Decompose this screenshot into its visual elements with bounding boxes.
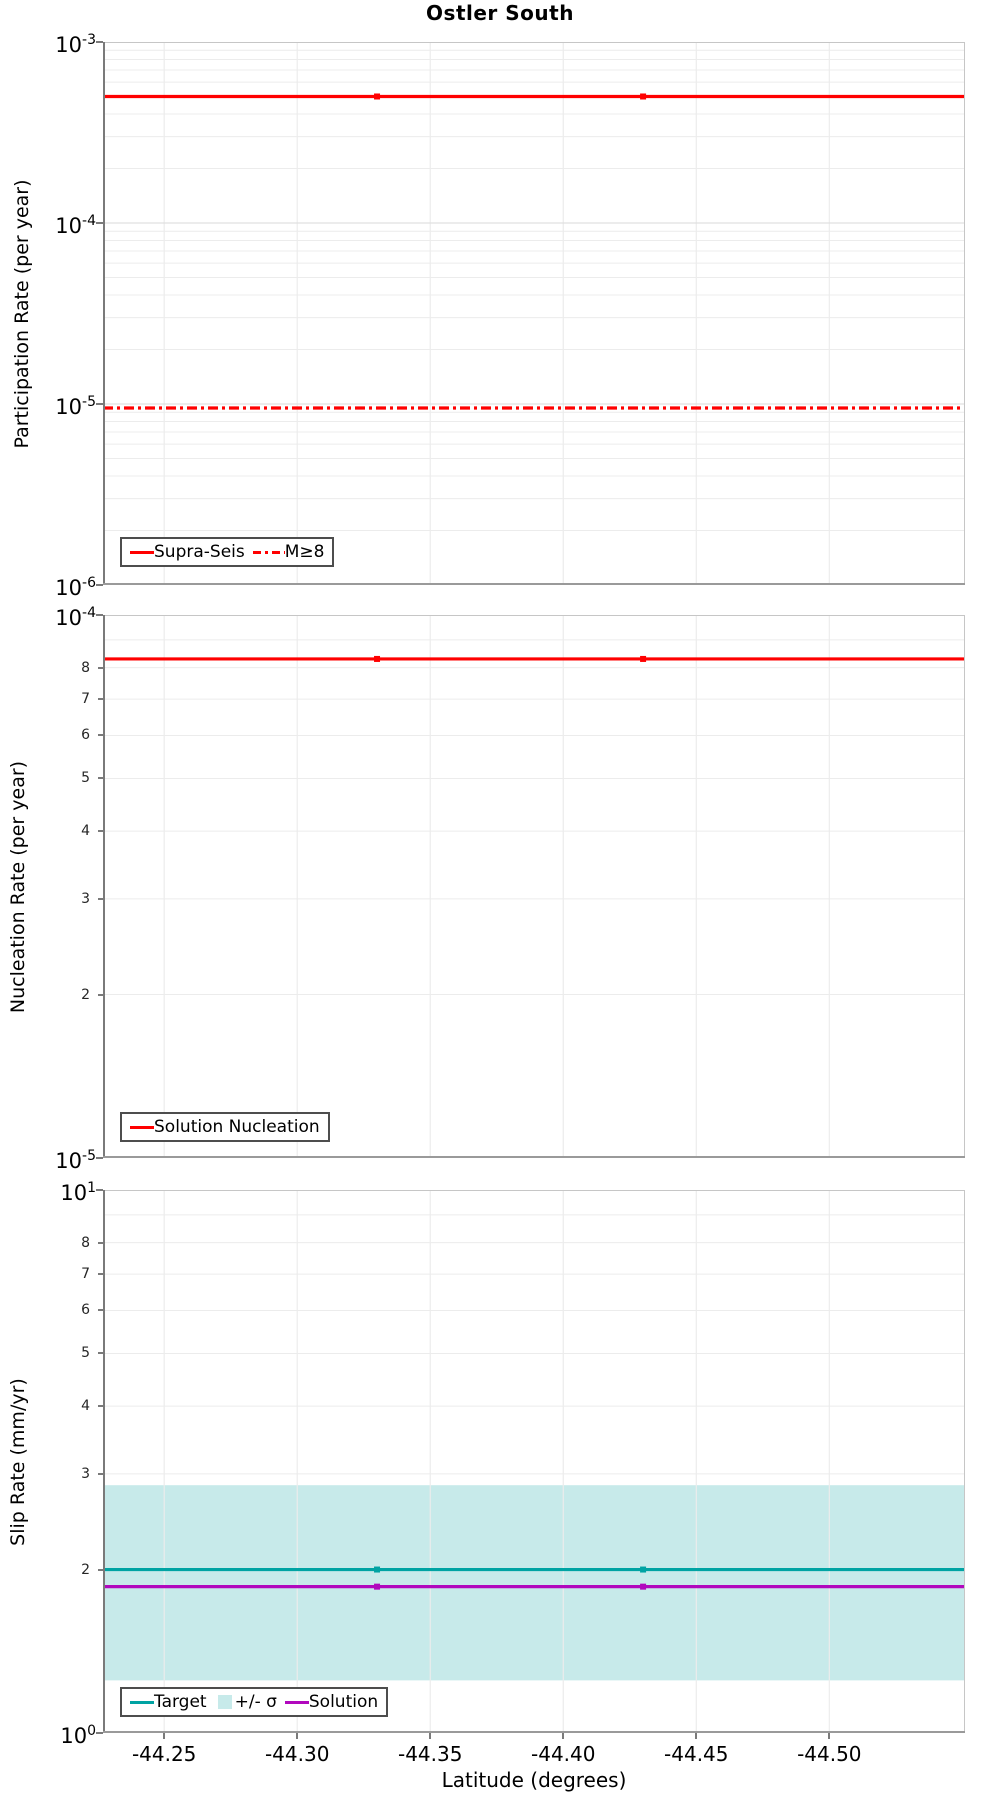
solution-nucleation-line-swatch [130,1126,154,1129]
legend-nucleation [120,1112,330,1142]
y-tick-mark [96,614,103,616]
y-tick-mark-minor [98,1569,103,1571]
y-tick-label: $10^{-3}$ [55,32,96,57]
y-tick-mark [96,403,103,405]
m8-dashdot-swatch [253,551,285,554]
x-axis-label: Latitude (degrees) [441,1768,627,1792]
y-tick-label-minor: 7 [81,1266,90,1283]
y-tick-label-minor: 6 [81,1302,90,1319]
supra-seis-line-swatch [130,551,154,554]
y-tick-mark-minor [98,1352,103,1354]
legend-label-supra-seis: Supra-Seis [154,542,245,562]
y-tick-label: $10^{-5}$ [55,394,96,419]
y-tick-mark [96,1157,103,1159]
y-tick-mark [96,1189,103,1191]
y-tick-label-minor: 8 [81,659,90,676]
x-tick-mark [695,1733,697,1739]
chart-title: Ostler South [426,1,574,25]
legend-participation [120,537,334,567]
y-tick-label-minor: 4 [81,1398,90,1415]
y-tick-label: $10^{-4}$ [55,605,96,630]
y-tick-label-minor: 5 [81,1345,90,1362]
y-tick-mark-minor [98,698,103,700]
target-line-swatch [130,1701,154,1704]
y-tick-label-minor: 3 [81,1465,90,1482]
solution-line-swatch [285,1701,309,1704]
legend-label-m8: M≥8 [284,542,325,562]
legend-label-solution-nucleation: Solution Nucleation [154,1117,320,1137]
y-tick-mark-minor [98,777,103,779]
y-axis-label-slip-rate: Slip Rate (mm/yr) [7,1378,29,1546]
y-tick-label-minor: 6 [81,727,90,744]
y-tick-mark-minor [98,1473,103,1475]
y-tick-label-minor: 2 [81,1561,90,1578]
plot-area-2 [103,1190,965,1733]
y-tick-mark-minor [98,1242,103,1244]
y-tick-mark-minor [98,667,103,669]
y-tick-mark [96,1732,103,1734]
y-tick-label-minor: 2 [81,986,90,1003]
y-tick-label: $10^{-4}$ [55,213,96,238]
y-tick-label: $10^{-5}$ [55,1148,96,1173]
y-tick-label: $10^0$ [60,1723,96,1748]
y-tick-mark-minor [98,734,103,736]
x-tick-label: -44.35 [397,1742,463,1766]
y-tick-mark-minor [98,1273,103,1275]
y-tick-label-minor: 5 [81,770,90,787]
y-tick-label-minor: 8 [81,1234,90,1251]
y-tick-label-minor: 3 [81,890,90,907]
x-tick-label: -44.40 [531,1742,596,1766]
y-tick-mark [96,41,103,43]
y-tick-mark-minor [98,1405,103,1407]
legend-slip-rate [120,1687,388,1717]
plot-area-1 [103,615,965,1158]
y-axis-label-nucleation-rate: Nucleation Rate (per year) [7,760,29,1014]
y-tick-mark-minor [98,898,103,900]
y-tick-label-minor: 7 [81,691,90,708]
x-tick-mark [163,1733,165,1739]
x-tick-mark [429,1733,431,1739]
y-tick-mark-minor [98,1309,103,1311]
x-tick-mark [296,1733,298,1739]
y-tick-mark [96,222,103,224]
x-tick-label: -44.45 [664,1742,729,1766]
legend-label-target: Target [154,1692,207,1712]
x-tick-label: -44.30 [264,1742,330,1766]
plot-area-0 [103,42,965,585]
y-axis-label-participation-rate: Participation Rate (per year) [11,179,33,449]
x-tick-mark [828,1733,830,1739]
x-tick-label: -44.25 [131,1742,197,1766]
x-tick-label: -44.50 [797,1742,862,1766]
y-tick-label-minor: 4 [81,823,90,840]
y-tick-mark [96,584,103,586]
y-tick-label: $10^1$ [60,1180,96,1205]
y-tick-mark-minor [98,994,103,996]
sigma-band-swatch [218,1695,232,1709]
y-tick-label: $10^{-6}$ [55,575,96,600]
legend-label-solution: Solution [308,1692,379,1712]
x-tick-mark [562,1733,564,1739]
legend-label-sigma: +/- σ [234,1692,277,1712]
y-tick-mark-minor [98,830,103,832]
